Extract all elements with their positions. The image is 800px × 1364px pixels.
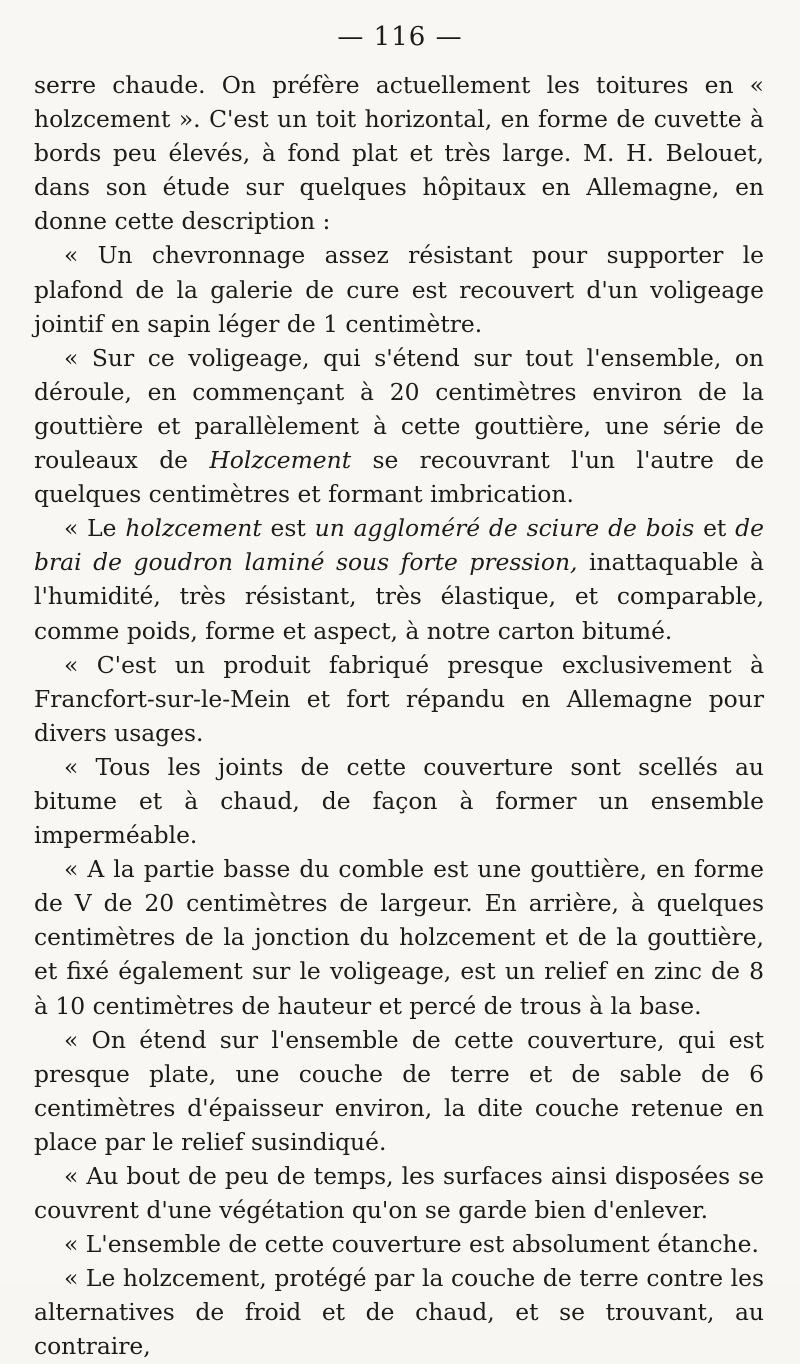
italic-run: un aggloméré de sciure de bois bbox=[314, 514, 695, 543]
text-run: « Un chevronnage assez résistant pour supporter le plafond de la galerie de cure est recouvert d'un voligeage jointif en sapin léger de 1 centimètre. bbox=[34, 241, 764, 338]
text-run: « Le bbox=[64, 514, 126, 543]
page-number: — 116 — bbox=[337, 22, 463, 52]
text-run: « Sur ce voligeage, qui s'étend sur tout l'ensemble, on déroule, en commençant à 20 centimètres environ de la gouttière et parallèlement à cette gouttière, une série de rouleaux de bbox=[34, 343, 764, 475]
paragraph bbox=[34, 341, 764, 511]
body-text bbox=[34, 68, 764, 1364]
paragraph bbox=[34, 238, 764, 340]
paragraph bbox=[34, 1261, 764, 1363]
text-run: se recouvrant l'un l'autre de quelques centimètres et formant imbrication. bbox=[34, 446, 764, 509]
text-run: serre chaude. On préfère actuellement les toitures en « holzcement ». C'est un toit horizontal, en forme de cuvette à bords peu élevés, à fond plat et très large. M. H. Belouet, dans son étude sur quelques hôpitaux en Allemagne, en donne cette description : bbox=[34, 71, 764, 236]
text-run: et bbox=[694, 514, 736, 543]
italic-run: holzcement bbox=[125, 514, 262, 543]
italic-run: de brai de goudron laminé sous forte pression, bbox=[34, 514, 764, 577]
paragraph bbox=[34, 1023, 764, 1159]
text-run: « C'est un produit fabriqué presque exclusivement à Francfort-sur-le-Mein et fort répandu en Allemagne pour divers usages. bbox=[34, 650, 764, 747]
text-run: est bbox=[261, 514, 315, 543]
paragraph bbox=[34, 750, 764, 852]
text-run: « A la partie basse du comble est une gouttière, en forme de V de 20 centimètres de largeur. En arrière, à quelques centimètres de la jonction du holzcement et de la gouttière, et fixé également sur le voligeage, est un relief en zinc de 8 à 10 centimètres de hauteur et percé de trous à la base. bbox=[34, 855, 764, 1020]
paragraph bbox=[34, 511, 764, 647]
paragraph bbox=[34, 1159, 764, 1227]
paragraph bbox=[34, 852, 764, 1022]
text-run: « Tous les joints de cette couverture sont scellés au bitume et à chaud, de façon à former un ensemble imperméable. bbox=[34, 752, 764, 850]
paragraph bbox=[34, 1227, 764, 1261]
text-run: « L'ensemble de cette couverture est absolument étanche. bbox=[64, 1230, 759, 1259]
text-run: inattaquable à l'humidité, très résistant, très élastique, et comparable, comme poids, forme et aspect, à notre carton bitumé. bbox=[34, 548, 764, 645]
text-run: « Au bout de peu de temps, les surfaces ainsi disposées se couvrent d'une végétation qu'on se garde bien d'enlever. bbox=[34, 1162, 764, 1225]
text-run: « On étend sur l'ensemble de cette couverture, qui est presque plate, une couche de terre et de sable de 6 centimètres d'épaisseur environ, la dite couche retenue en place par le relief susindiqué. bbox=[34, 1025, 764, 1156]
text-run: « Le holzcement, protégé par la couche de terre contre les alternatives de froid et de chaud, et se trouvant, au contraire, bbox=[34, 1264, 764, 1361]
paragraph bbox=[34, 68, 764, 238]
italic-run: Holzcement bbox=[209, 446, 352, 475]
paragraph bbox=[34, 648, 764, 750]
